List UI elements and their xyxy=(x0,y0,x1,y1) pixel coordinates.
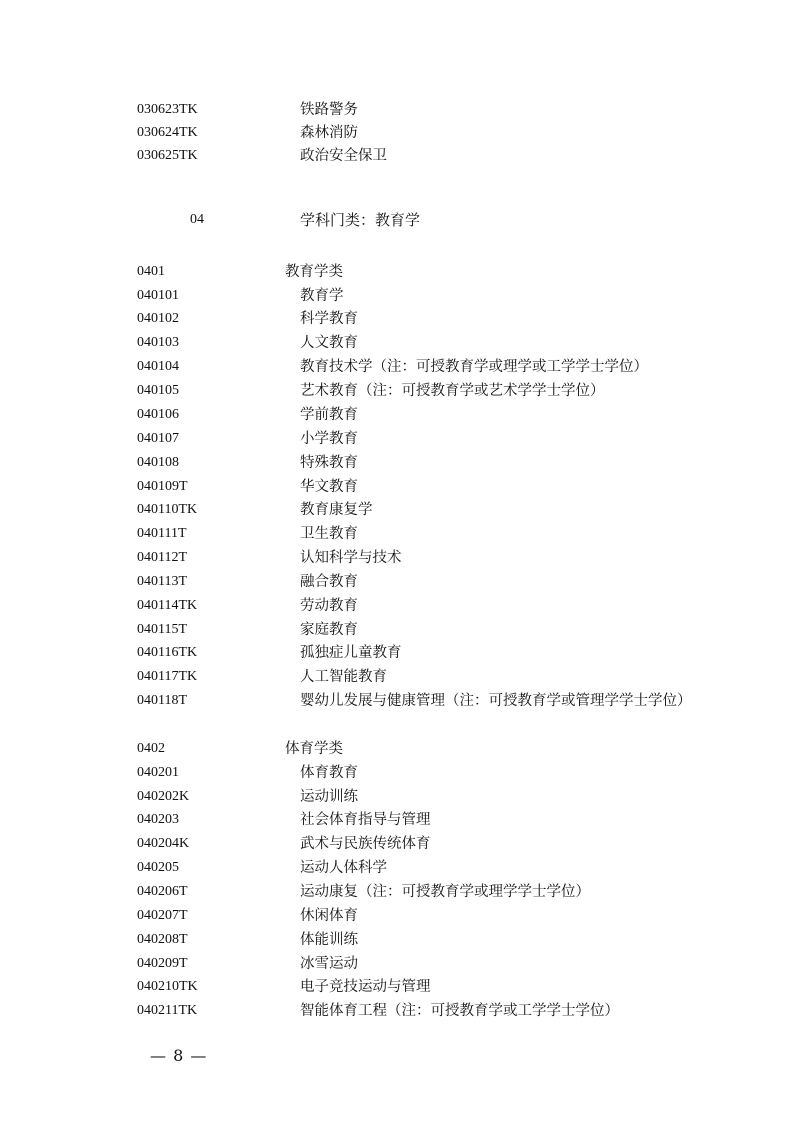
major-code: 040112T xyxy=(137,550,188,565)
major-code: 040211TK xyxy=(137,1003,198,1018)
major-code: 030625TK xyxy=(137,148,198,163)
major-code: 040116TK xyxy=(137,645,198,660)
major-name: 小学教育 xyxy=(300,431,358,447)
list-item xyxy=(0,787,800,807)
major-code: 040105 xyxy=(137,383,179,398)
major-name: 体能训练 xyxy=(300,932,358,948)
major-name: 运动人体科学 xyxy=(300,860,387,876)
list-item xyxy=(0,882,800,902)
major-name: 认知科学与技术 xyxy=(300,550,402,566)
major-code: 040208T xyxy=(137,932,188,947)
major-code: 040205 xyxy=(137,860,179,875)
major-name: 社会体育指导与管理 xyxy=(300,812,431,828)
major-code: 040207T xyxy=(137,908,188,923)
major-code: 040118T xyxy=(137,693,188,708)
list-item xyxy=(0,381,800,401)
major-name: 婴幼儿发展与健康管理（注：可授教育学或管理学学士学位） xyxy=(300,693,692,709)
list-item xyxy=(0,453,800,473)
list-item xyxy=(0,977,800,997)
major-code: 040109T xyxy=(137,479,188,494)
list-item xyxy=(0,123,800,143)
major-name: 教育康复学 xyxy=(300,502,373,518)
major-name: 劳动教育 xyxy=(300,598,358,614)
section-code: 04 xyxy=(190,212,204,227)
major-code: 040201 xyxy=(137,765,179,780)
list-item xyxy=(0,763,800,783)
list-item xyxy=(0,146,800,166)
major-name: 智能体育工程（注：可授教育学或工学学士学位） xyxy=(300,1003,619,1019)
major-name: 体育教育 xyxy=(300,765,358,781)
category-code: 0402 xyxy=(137,741,165,756)
list-item xyxy=(0,691,800,711)
category-heading xyxy=(0,262,800,282)
category-name: 体育学类 xyxy=(285,741,343,757)
major-name: 冰雪运动 xyxy=(300,956,358,972)
major-code: 040115T xyxy=(137,622,188,637)
list-item xyxy=(0,357,800,377)
major-code: 040203 xyxy=(137,812,179,827)
major-code: 040117TK xyxy=(137,669,198,684)
list-item xyxy=(0,286,800,306)
major-name: 运动康复（注：可授教育学或理学学士学位） xyxy=(300,884,590,900)
major-name: 人文教育 xyxy=(300,335,358,351)
list-item xyxy=(0,500,800,520)
list-item xyxy=(0,1001,800,1021)
major-code: 040111T xyxy=(137,526,187,541)
list-item xyxy=(0,309,800,329)
list-item xyxy=(0,643,800,663)
major-code: 040206T xyxy=(137,884,188,899)
major-code: 030624TK xyxy=(137,125,198,140)
major-name: 武术与民族传统体育 xyxy=(300,836,431,852)
list-item xyxy=(0,858,800,878)
major-code: 040202K xyxy=(137,789,190,804)
category-code: 0401 xyxy=(137,264,165,279)
section-title: 学科门类：教育学 xyxy=(300,211,421,229)
major-code: 040107 xyxy=(137,431,179,446)
list-item xyxy=(0,572,800,592)
major-code: 040102 xyxy=(137,311,179,326)
list-item xyxy=(0,930,800,950)
major-code: 040103 xyxy=(137,335,179,350)
list-item xyxy=(0,834,800,854)
major-name: 华文教育 xyxy=(300,479,358,495)
list-item xyxy=(0,954,800,974)
list-item xyxy=(0,100,800,120)
major-name: 休闲体育 xyxy=(300,908,358,924)
major-name: 融合教育 xyxy=(300,574,358,590)
list-item xyxy=(0,548,800,568)
major-code: 040210TK xyxy=(137,979,198,994)
list-item xyxy=(0,524,800,544)
list-item xyxy=(0,906,800,926)
major-name: 教育学 xyxy=(300,288,344,304)
major-name: 特殊教育 xyxy=(300,455,358,471)
major-code: 040114TK xyxy=(137,598,198,613)
major-name: 教育技术学（注：可授教育学或理学或工学学士学位） xyxy=(300,359,648,375)
major-name: 艺术教育（注：可授教育学或艺术学学士学位） xyxy=(300,383,605,399)
list-item xyxy=(0,333,800,353)
major-name: 孤独症儿童教育 xyxy=(300,645,402,661)
major-name: 运动训练 xyxy=(300,789,358,805)
major-name: 卫生教育 xyxy=(300,526,358,542)
major-code: 040209T xyxy=(137,956,188,971)
category-name: 教育学类 xyxy=(285,264,343,280)
major-name: 铁路警务 xyxy=(300,102,358,118)
major-code: 040106 xyxy=(137,407,179,422)
list-item xyxy=(0,429,800,449)
list-item xyxy=(0,477,800,497)
list-item xyxy=(0,405,800,425)
major-name: 科学教育 xyxy=(300,311,358,327)
major-name: 学前教育 xyxy=(300,407,358,423)
major-name: 森林消防 xyxy=(300,125,358,141)
list-item xyxy=(0,620,800,640)
major-code: 030623TK xyxy=(137,102,198,117)
page-number: — 8 — xyxy=(150,1046,208,1065)
major-name: 家庭教育 xyxy=(300,622,358,638)
major-code: 040104 xyxy=(137,359,179,374)
major-code: 040113T xyxy=(137,574,188,589)
category-heading xyxy=(0,739,800,759)
major-code: 040101 xyxy=(137,288,179,303)
list-item xyxy=(0,810,800,830)
major-name: 电子竞技运动与管理 xyxy=(300,979,431,995)
major-code: 040110TK xyxy=(137,502,198,517)
list-item xyxy=(0,667,800,687)
major-code: 040204K xyxy=(137,836,190,851)
list-item xyxy=(0,596,800,616)
section-heading xyxy=(0,210,800,230)
major-name: 人工智能教育 xyxy=(300,669,387,685)
major-name: 政治安全保卫 xyxy=(300,148,387,164)
major-code: 040108 xyxy=(137,455,179,470)
